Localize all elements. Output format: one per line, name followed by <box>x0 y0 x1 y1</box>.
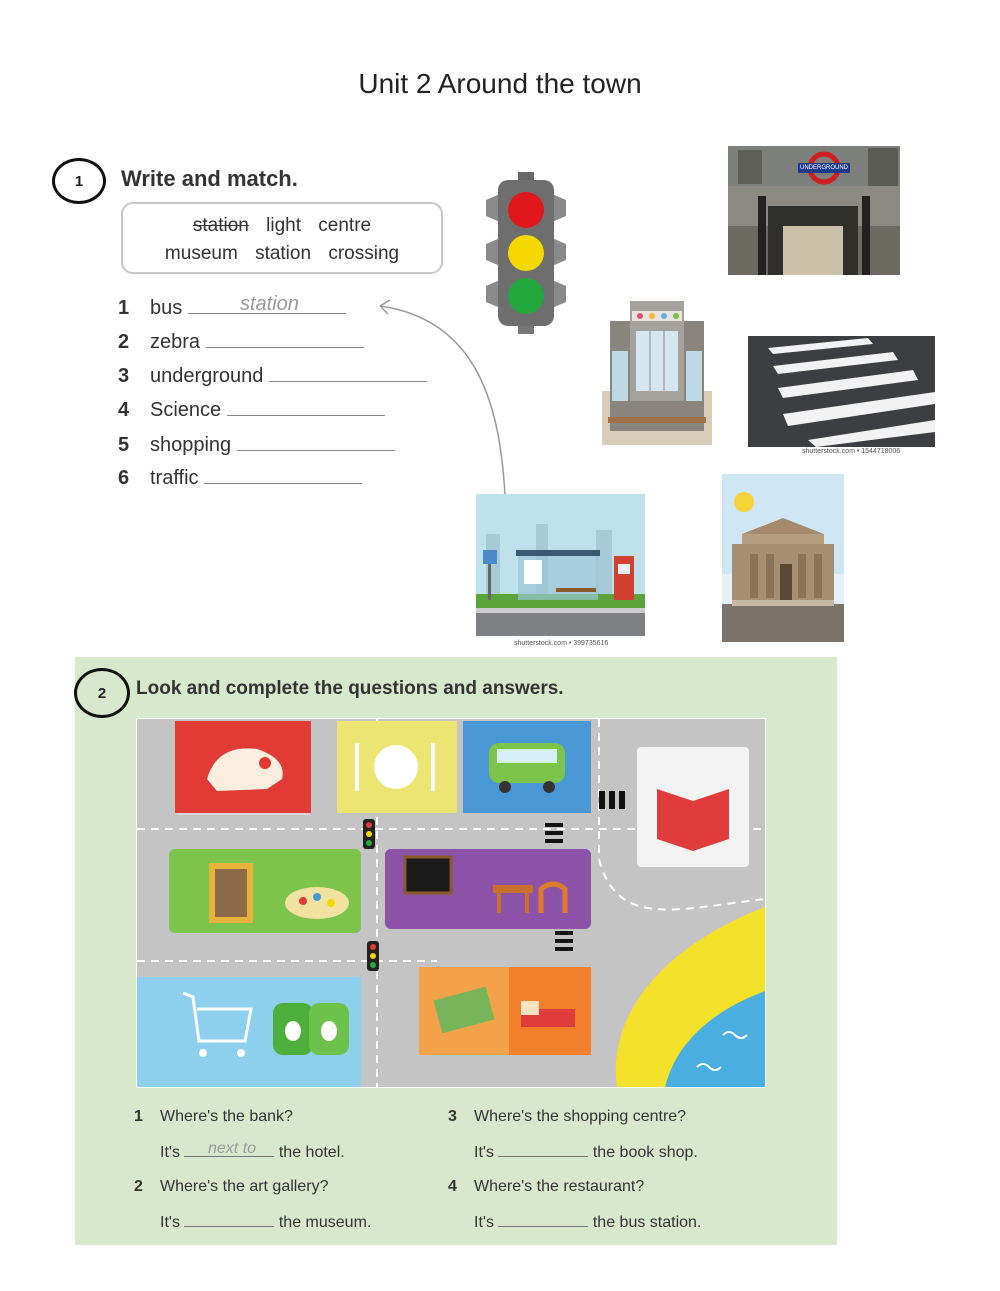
item-number: 3 <box>118 365 130 387</box>
item-word: zebra <box>150 331 201 353</box>
town-map[interactable] <box>136 718 766 1088</box>
answer-line[interactable] <box>204 463 362 484</box>
exercise1-heading: Write and match. <box>121 166 298 191</box>
item-word: shopping <box>150 434 232 456</box>
question-number: 4 <box>448 1178 457 1195</box>
answer-suffix: the hotel. <box>278 1144 345 1161</box>
word-option: station <box>255 243 312 264</box>
example-answer: station <box>240 293 299 315</box>
shopping-centre-picture[interactable] <box>602 291 712 445</box>
underground-station-picture[interactable] <box>728 146 900 275</box>
item-word: traffic <box>150 467 199 489</box>
question-number: 2 <box>134 1178 143 1195</box>
answer-prefix: It's <box>160 1214 180 1231</box>
item-number: 1 <box>118 297 130 319</box>
list-item <box>118 293 346 320</box>
example-answer: next to <box>208 1140 257 1157</box>
list-item <box>118 395 385 422</box>
zebra-crossing-picture[interactable] <box>748 336 935 447</box>
answer-line[interactable] <box>498 1212 588 1227</box>
exercise2-heading: Look and complete the questions and answers. <box>136 678 564 699</box>
question-number: 1 <box>134 1108 143 1125</box>
question-item <box>134 1178 328 1196</box>
answer-suffix: the book shop. <box>592 1144 698 1161</box>
answer-prefix: It's <box>474 1214 494 1231</box>
answer-row <box>474 1212 701 1232</box>
word-option: crossing <box>328 243 400 264</box>
list-item <box>118 327 364 354</box>
answer-prefix: It's <box>160 1144 180 1161</box>
museum-picture[interactable] <box>722 474 844 642</box>
list-item <box>118 463 362 490</box>
question-text: Where's the restaurant? <box>474 1178 645 1195</box>
word-option: museum <box>164 243 238 264</box>
question-number: 3 <box>448 1108 457 1125</box>
page-title: Unit 2 Around the town <box>358 68 642 99</box>
item-word: Science <box>150 399 222 421</box>
item-word: bus <box>150 297 183 319</box>
answer-row <box>160 1212 371 1232</box>
question-text: Where's the art gallery? <box>160 1178 329 1195</box>
item-word: underground <box>150 365 264 387</box>
bus-station-picture[interactable] <box>476 494 645 636</box>
question-item <box>448 1108 686 1126</box>
traffic-light-picture[interactable] <box>478 172 574 334</box>
item-number: 4 <box>118 399 130 421</box>
word-box <box>121 202 443 274</box>
exercise-number-badge: 1 <box>52 158 106 204</box>
item-number: 6 <box>118 467 130 489</box>
answer-line[interactable] <box>498 1142 588 1157</box>
list-item <box>118 430 395 457</box>
item-number: 5 <box>118 434 130 456</box>
word-option: centre <box>318 215 372 236</box>
exercise-number-badge: 2 <box>74 668 130 718</box>
answer-row <box>474 1142 698 1162</box>
answer-prefix: It's <box>474 1144 494 1161</box>
question-text: Where's the bank? <box>160 1108 293 1125</box>
answer-suffix: the bus station. <box>592 1214 702 1231</box>
item-number: 2 <box>118 331 130 353</box>
word-option: station <box>192 215 249 236</box>
question-item <box>134 1108 293 1126</box>
answer-line[interactable] <box>206 327 364 348</box>
answer-suffix: the museum. <box>278 1214 372 1231</box>
answer-line[interactable] <box>184 1212 274 1227</box>
question-text: Where's the shopping centre? <box>474 1108 687 1125</box>
image-caption: shutterstock.com • 1544718006 <box>802 448 901 455</box>
question-item <box>448 1178 644 1196</box>
underground-sign-text: UNDERGROUND <box>800 165 848 171</box>
image-caption: shutterstock.com • 399735616 <box>514 640 609 647</box>
word-option: light <box>266 215 302 236</box>
